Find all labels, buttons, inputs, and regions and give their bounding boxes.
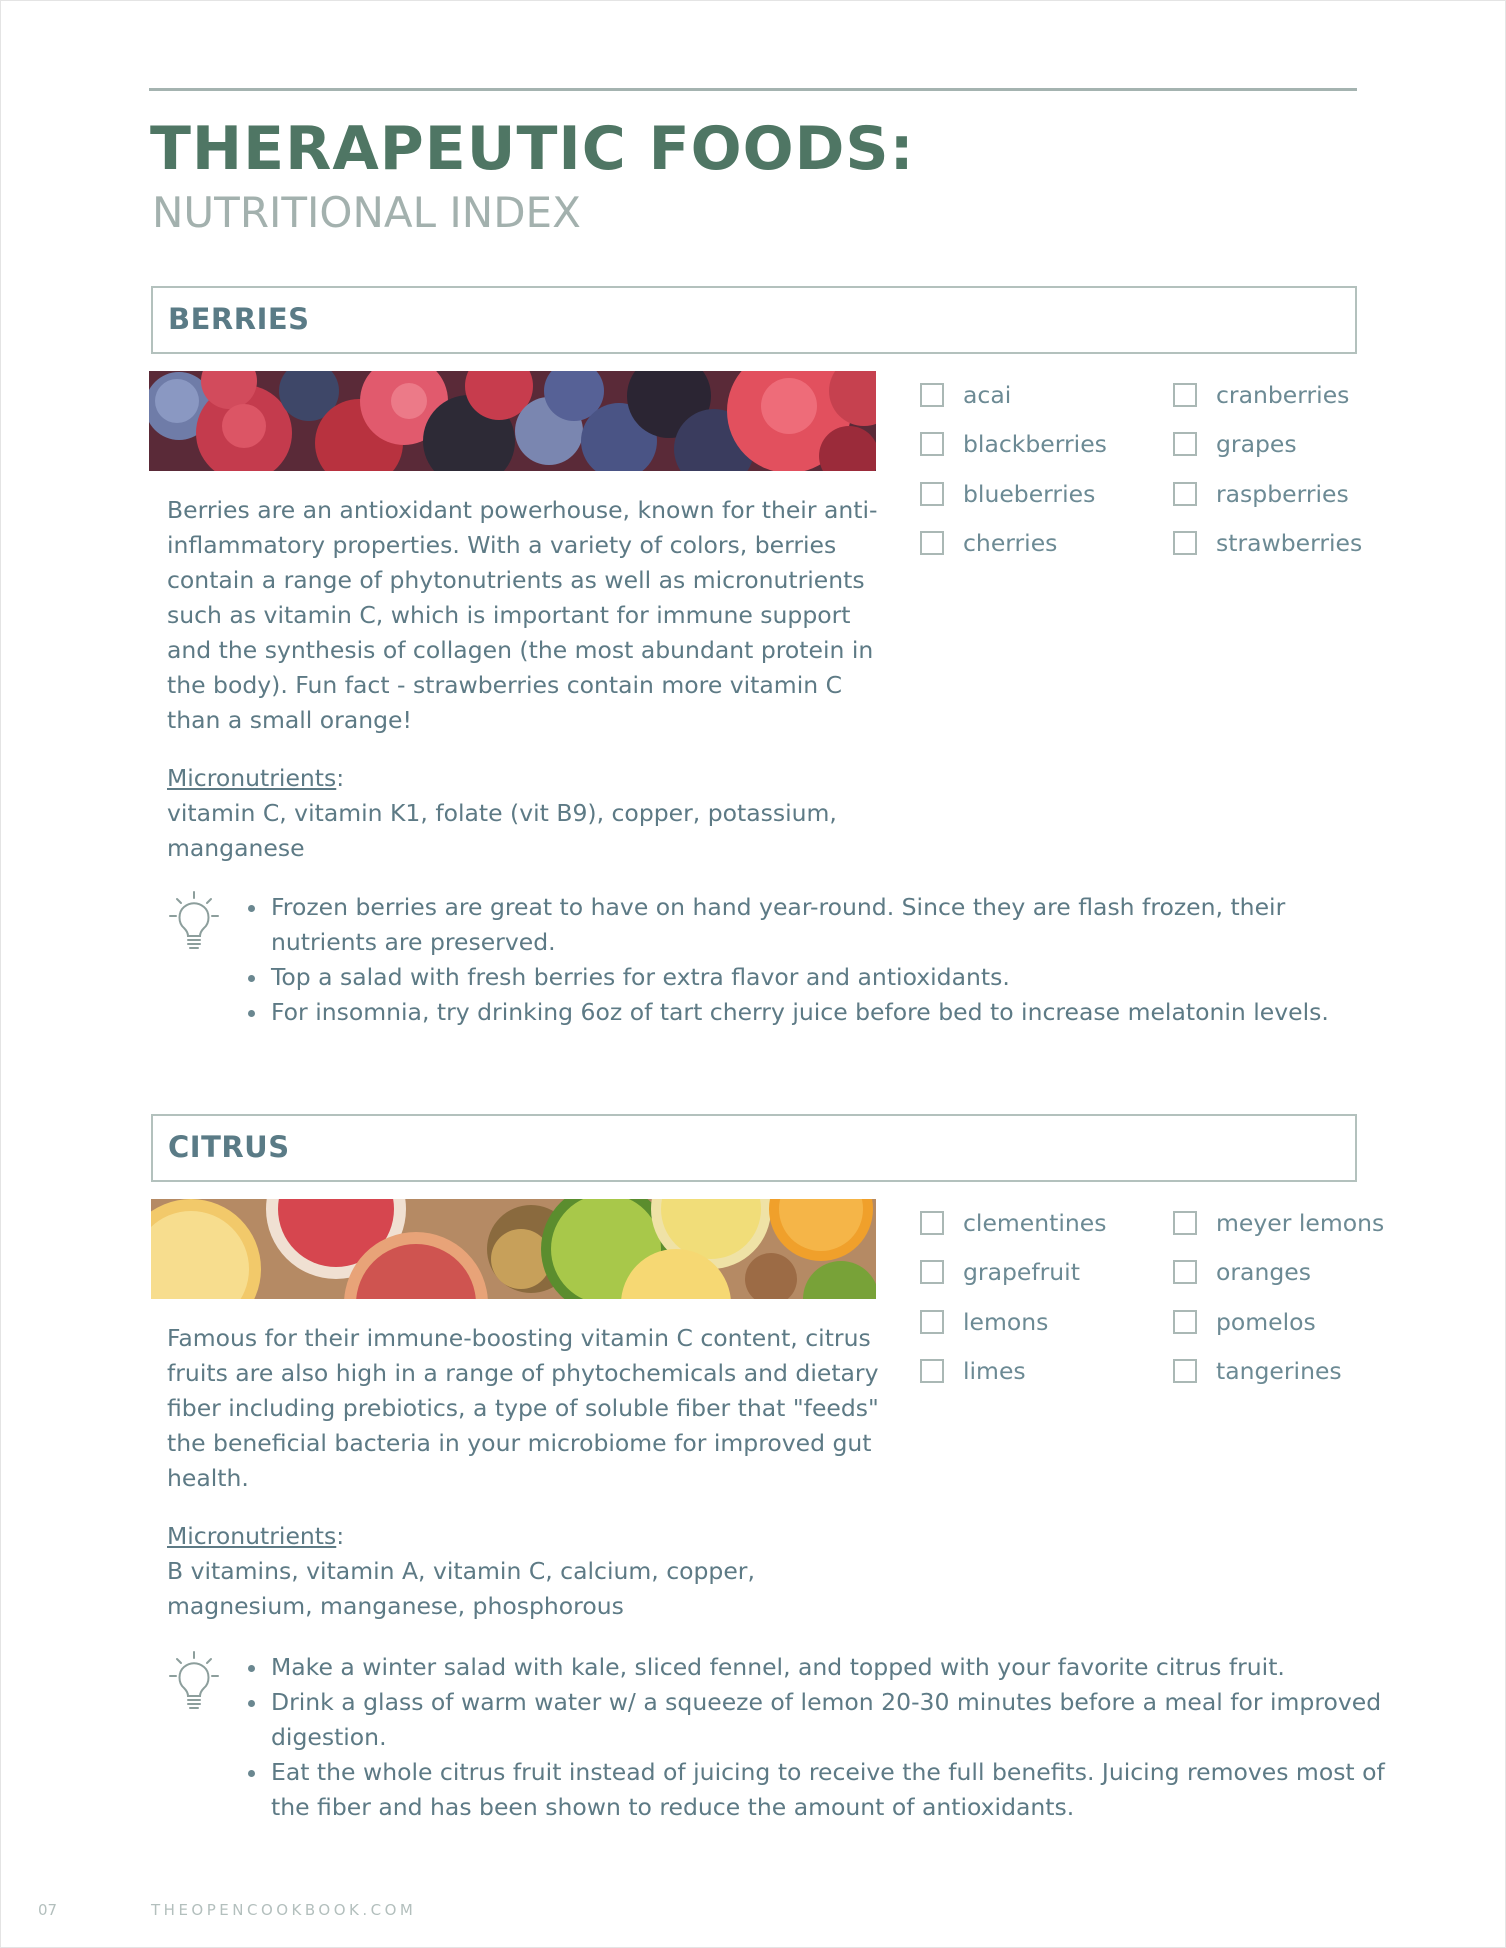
citrus-description: Famous for their immune-boosting vitamin C content, citrus fruits are also high in a range of phytochemicals and dietary fiber including prebiotics, a type of soluble fiber that "feeds" the beneficial bacteria in your microbiome for improved gut health. <box>167 1324 879 1492</box>
checklist-label: blackberries <box>963 430 1107 458</box>
tip-item: • Drink a glass of warm water w/ a squeeze of lemon 20-30 minutes before a meal for improved digestion. <box>269 1685 1389 1755</box>
checkbox-icon[interactable] <box>920 432 944 456</box>
checklist-item-blueberries[interactable] <box>920 477 1095 511</box>
checkbox-icon[interactable] <box>1173 482 1197 506</box>
berries-description: Berries are an antioxidant powerhouse, known for their anti-inflammatory properties. With a variety of colors, berries contain a range of phytonutrients as well as micronutrients such as vitamin C, which is important for immune support and the synthesis of collagen (the most abundant protein in the body). Fun fact - strawberries contain more vitamin C than a small orange! <box>167 496 878 734</box>
checklist-item-cranberries[interactable] <box>1173 378 1349 412</box>
checklist-label: grapefruit <box>963 1258 1080 1286</box>
citrus-photo <box>151 1199 876 1299</box>
lightbulb-icon <box>166 1650 222 1716</box>
page-subtitle: NUTRITIONAL INDEX <box>152 188 581 237</box>
checklist-item-oranges[interactable] <box>1173 1255 1311 1289</box>
citrus-micronutrients: B vitamins, vitamin A, vitamin C, calcium, copper, magnesium, manganese, phosphorous <box>167 1557 755 1620</box>
checklist-item-pomelos[interactable] <box>1173 1305 1316 1339</box>
checklist-label: limes <box>963 1357 1026 1385</box>
checklist-label: meyer lemons <box>1216 1209 1385 1237</box>
section-heading: CITRUS <box>168 1130 290 1164</box>
checkbox-icon[interactable] <box>1173 1310 1197 1334</box>
checklist-item-meyer-lemons[interactable] <box>1173 1206 1384 1240</box>
checkbox-icon[interactable] <box>1173 1211 1197 1235</box>
checklist-label: strawberries <box>1216 529 1363 557</box>
checklist-label: acai <box>963 381 1012 409</box>
tip-item: • Make a winter salad with kale, sliced fennel, and topped with your favorite citrus fruit. <box>269 1650 1389 1685</box>
checklist-item-grapes[interactable] <box>1173 427 1297 461</box>
checkbox-icon[interactable] <box>1173 432 1197 456</box>
checkbox-icon[interactable] <box>920 1211 944 1235</box>
checkbox-icon[interactable] <box>1173 531 1197 555</box>
checklist-item-limes[interactable] <box>920 1354 1026 1388</box>
section-heading: BERRIES <box>168 302 310 336</box>
checklist-label: tangerines <box>1216 1357 1342 1385</box>
section-header-berries <box>151 286 1357 354</box>
checkbox-icon[interactable] <box>920 482 944 506</box>
checklist-item-blackberries[interactable] <box>920 427 1107 461</box>
checklist-label: cranberries <box>1216 381 1350 409</box>
page-number: 07 <box>38 1901 58 1919</box>
lightbulb-icon <box>166 890 222 956</box>
checkbox-icon[interactable] <box>920 1310 944 1334</box>
checkbox-icon[interactable] <box>1173 1359 1197 1383</box>
tip-item: • For insomnia, try drinking 6oz of tart cherry juice before bed to increase melatonin levels. <box>269 995 1389 1030</box>
citrus-tips <box>243 1650 1389 1825</box>
checklist-item-grapefruit[interactable] <box>920 1255 1080 1289</box>
checklist-label: lemons <box>963 1308 1049 1336</box>
tip-item: • Frozen berries are great to have on hand year-round. Since they are flash frozen, their nutrients are preserved. <box>269 890 1389 960</box>
section-header-citrus <box>151 1114 1357 1182</box>
checklist-label: clementines <box>963 1209 1107 1237</box>
berries-tips <box>243 890 1389 1030</box>
footer-site-link[interactable]: THEOPENCOOKBOOK.COM <box>151 1901 417 1919</box>
micronutrients-label: Micronutrients: <box>167 764 345 792</box>
page-title: THERAPEUTIC FOODS: <box>150 114 915 184</box>
tip-item: • Top a salad with fresh berries for extra flavor and antioxidants. <box>269 960 1389 995</box>
berries-micronutrients: vitamin C, vitamin K1, folate (vit B9), copper, potassium, manganese <box>167 799 837 862</box>
checkbox-icon[interactable] <box>920 1359 944 1383</box>
checklist-label: blueberries <box>963 480 1096 508</box>
checkbox-icon[interactable] <box>1173 383 1197 407</box>
checklist-item-lemons[interactable] <box>920 1305 1048 1339</box>
checklist-item-raspberries[interactable] <box>1173 477 1349 511</box>
checklist-item-tangerines[interactable] <box>1173 1354 1342 1388</box>
checkbox-icon[interactable] <box>920 1260 944 1284</box>
top-rule <box>149 88 1357 91</box>
micronutrients-label-text: Micronutrients <box>167 764 337 792</box>
checklist-label: oranges <box>1216 1258 1311 1286</box>
checklist-item-cherries[interactable] <box>920 526 1057 560</box>
checkbox-icon[interactable] <box>1173 1260 1197 1284</box>
checklist-label: raspberries <box>1216 480 1349 508</box>
micronutrients-label: Micronutrients: <box>167 1522 345 1550</box>
checklist-label: grapes <box>1216 430 1297 458</box>
checklist-item-acai[interactable] <box>920 378 1011 412</box>
checklist-label: cherries <box>963 529 1058 557</box>
berries-photo <box>149 371 876 471</box>
tip-item: • Eat the whole citrus fruit instead of juicing to receive the full benefits. Juicing removes most of the fiber and has been shown to reduce the amount of antioxidants. <box>269 1755 1389 1825</box>
micronutrients-label-text: Micronutrients <box>167 1522 337 1550</box>
checkbox-icon[interactable] <box>920 383 944 407</box>
checklist-item-strawberries[interactable] <box>1173 526 1362 560</box>
checkbox-icon[interactable] <box>920 531 944 555</box>
checklist-label: pomelos <box>1216 1308 1316 1336</box>
checklist-item-clementines[interactable] <box>920 1206 1107 1240</box>
